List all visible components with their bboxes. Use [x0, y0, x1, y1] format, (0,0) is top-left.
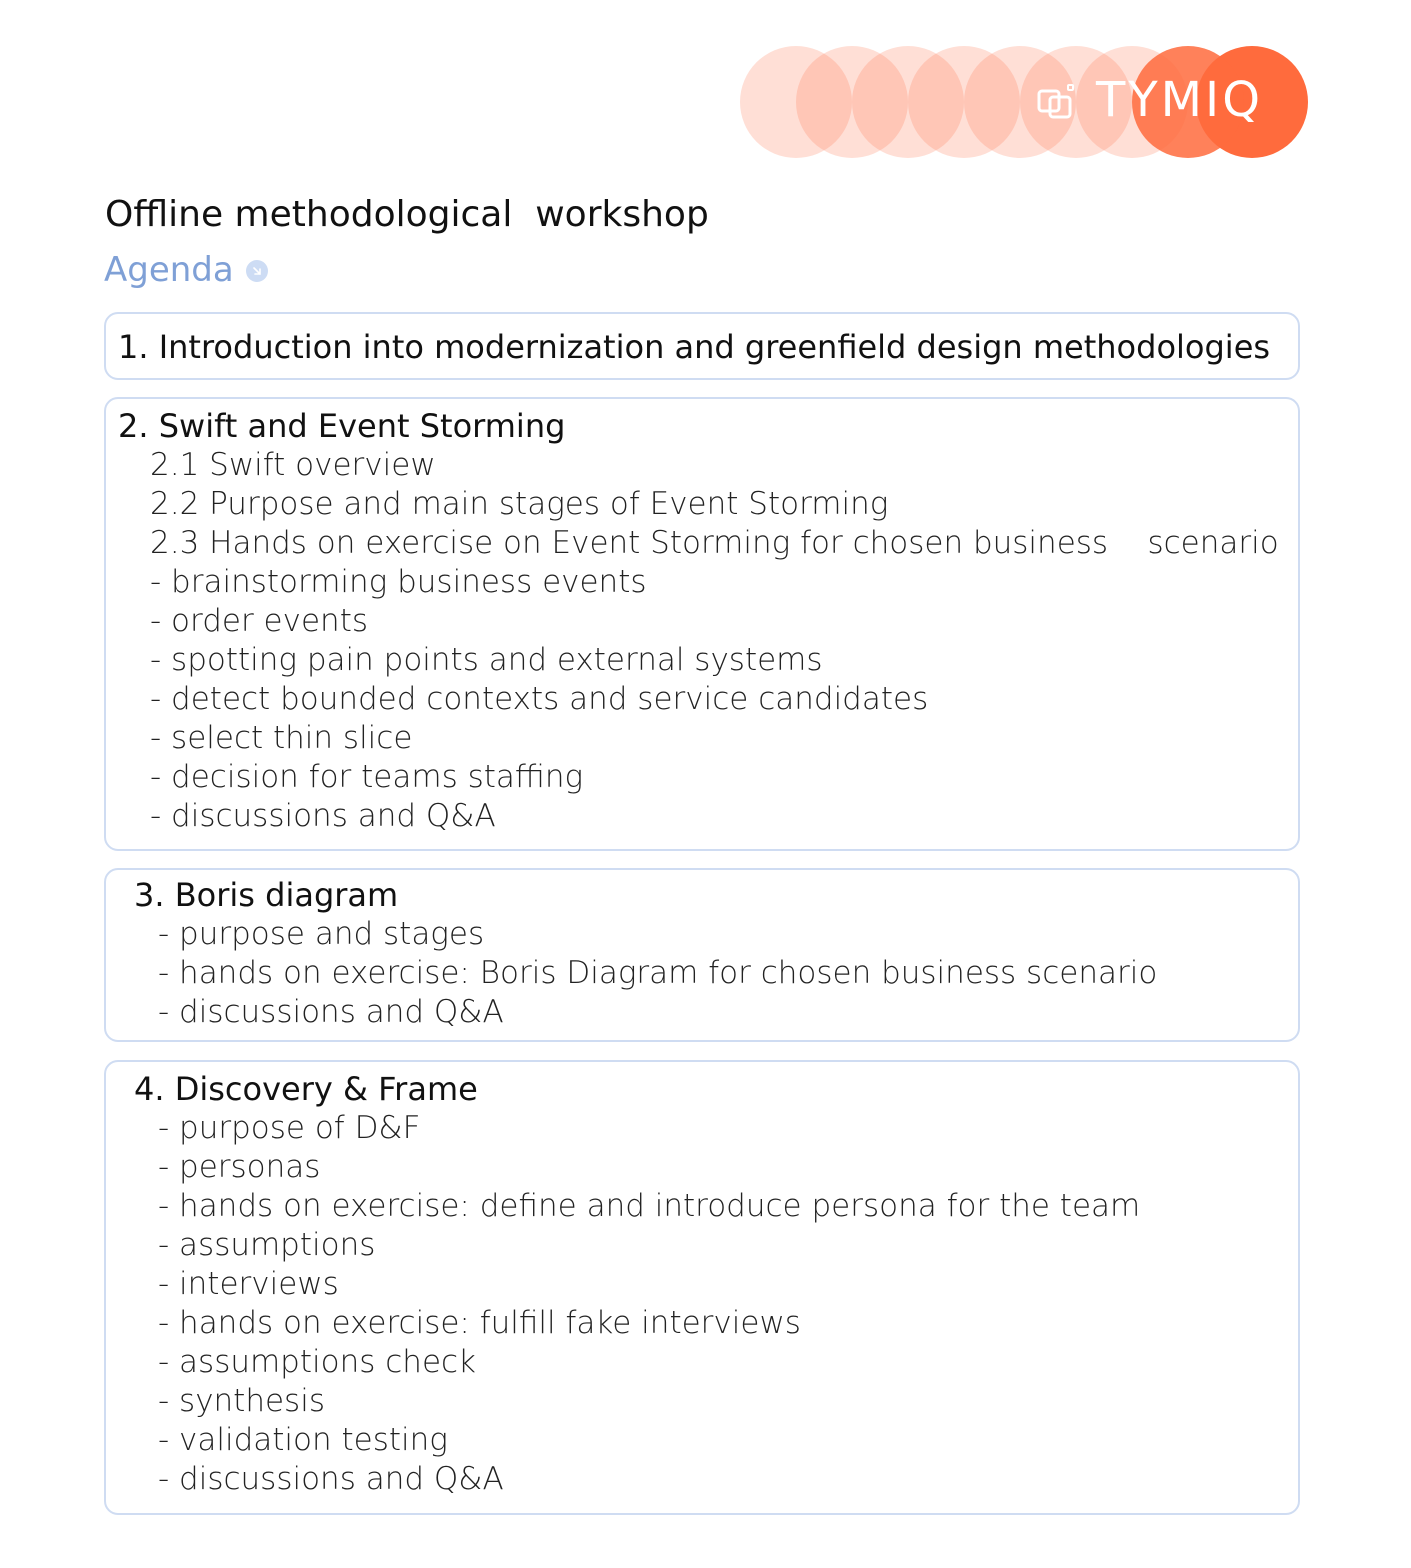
section-items	[158, 915, 1157, 1032]
agenda-label: Agenda	[104, 250, 234, 290]
list-item: - spotting pain points and external systems	[150, 642, 823, 678]
section-title: 2. Swift and Event Storming	[118, 407, 566, 445]
list-item: - brainstorming business events	[150, 564, 647, 600]
list-item: - order events	[150, 603, 368, 639]
list-item: - validation testing	[158, 1422, 448, 1458]
list-item: - synthesis	[158, 1383, 325, 1419]
list-item: - detect bounded contexts and service candidates	[150, 681, 929, 717]
list-item: - select thin slice	[150, 720, 413, 756]
list-item: 2.2 Purpose and main stages of Event Storming	[150, 486, 889, 522]
section-title: 1. Introduction into modernization and greenfield design methodologies	[118, 328, 1271, 366]
list-item: - decision for teams staffing	[150, 759, 584, 795]
section-items	[150, 446, 1279, 836]
page-title: Offline methodological workshop	[105, 194, 709, 235]
list-item: - discussions and Q&A	[158, 994, 504, 1030]
section-items	[158, 1109, 1140, 1499]
list-item: - hands on exercise: Boris Diagram for chosen business scenario	[158, 955, 1158, 991]
list-item: - purpose and stages	[158, 916, 485, 952]
list-item: - interviews	[158, 1266, 339, 1302]
agenda-section-4	[104, 1060, 1300, 1515]
logo-wordmark: TYMIQ	[1096, 72, 1263, 128]
agenda-section-1	[104, 312, 1300, 380]
tymiq-logo	[740, 46, 1310, 160]
section-title: 3. Boris diagram	[134, 876, 399, 914]
list-item: 2.1 Swift overview	[150, 447, 436, 483]
list-item: - assumptions check	[158, 1344, 477, 1380]
list-item: - hands on exercise: fulfill fake interviews	[158, 1305, 801, 1341]
agenda-section-3	[104, 868, 1300, 1042]
list-item: 2.3 Hands on exercise on Event Storming for chosen business scenario	[150, 525, 1279, 561]
list-item: - purpose of D&F	[158, 1110, 421, 1146]
list-item: - discussions and Q&A	[158, 1461, 504, 1497]
list-item: - assumptions	[158, 1227, 376, 1263]
list-item: - hands on exercise: define and introduce persona for the team	[158, 1188, 1141, 1224]
list-item: - personas	[158, 1149, 321, 1185]
section-title: 4. Discovery & Frame	[134, 1070, 478, 1108]
logo-mark-icon	[1036, 82, 1076, 122]
arrow-down-right-icon	[246, 260, 268, 282]
agenda-heading	[104, 250, 268, 290]
agenda-section-2	[104, 397, 1300, 851]
list-item: - discussions and Q&A	[150, 798, 496, 834]
